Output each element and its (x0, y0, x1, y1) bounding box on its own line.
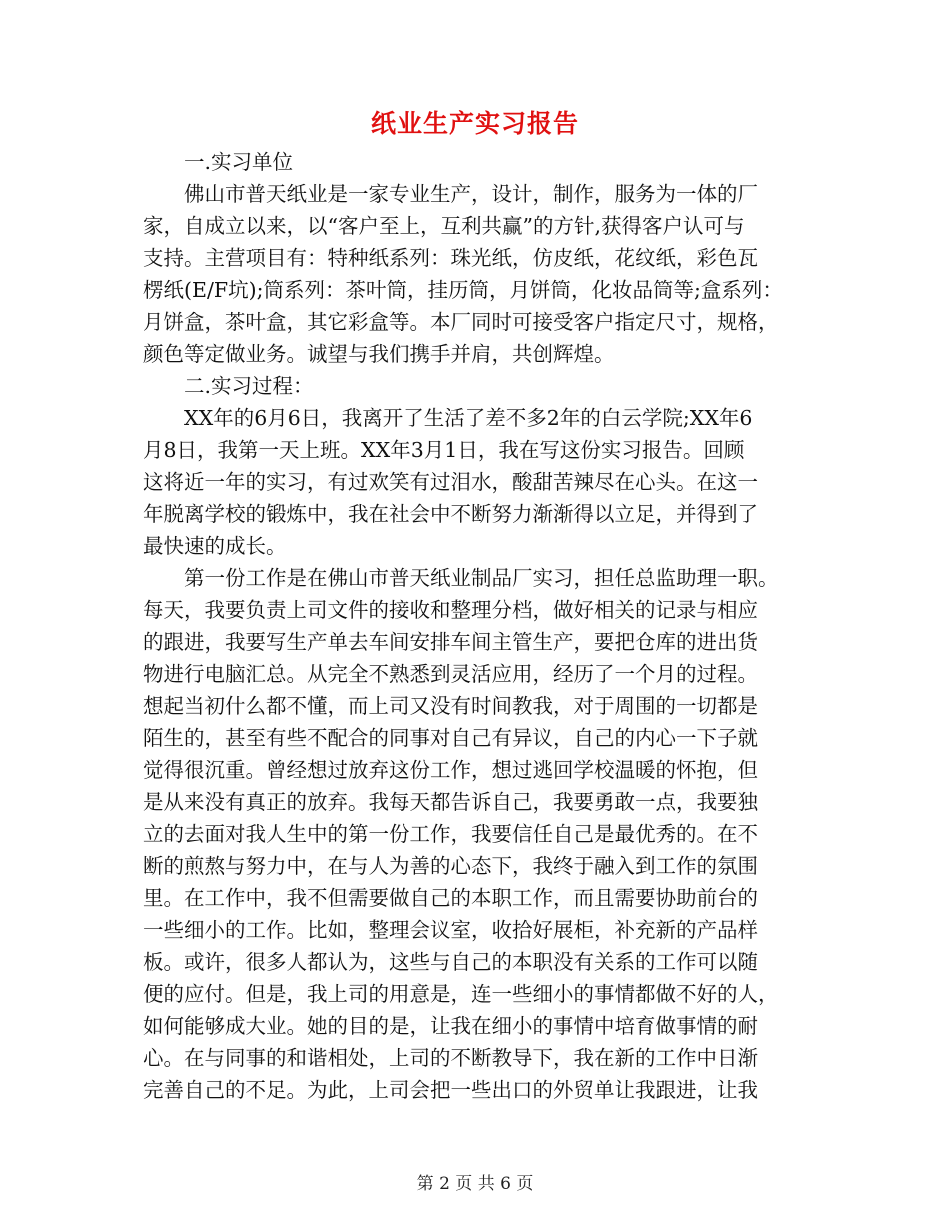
paragraph-line: 的跟进，我要写生产单去车间安排车间主管生产，要把仓库的进出货 (143, 630, 758, 654)
paragraph-line: 想起当初什么都不懂，而上司又没有时间教我，对于周围的一切都是 (143, 694, 758, 718)
paragraph-line: 颜色等定做业务。诚望与我们携手并肩，共创辉煌。 (143, 342, 615, 366)
paragraph-line: 年脱离学校的锻炼中，我在社会中不断努力渐渐得以立足，并得到了 (143, 502, 758, 526)
paragraph-line: 断的煎熬与努力中，在与人为善的心态下，我终于融入到工作的氛围 (143, 854, 758, 878)
paragraph-line: XX年的6月6日，我离开了生活了差不多2年的白云学院;XX年6 (184, 406, 753, 430)
document-title: 纸业生产实习报告 (370, 109, 579, 138)
paragraph-line: 物进行电脑汇总。从完全不熟悉到灵活应用，经历了一个月的过程。 (143, 662, 758, 686)
paragraph-line: 这将近一年的实习，有过欢笑有过泪水，酸甜苦辣尽在心头。在这一 (143, 470, 758, 494)
paragraph-line: 月饼盒，茶叶盒，其它彩盒等。本厂同时可接受客户指定尺寸，规格， (143, 310, 779, 334)
paragraph-line: 如何能够成大业。她的目的是，让我在细小的事情中培育做事情的耐 (143, 1014, 758, 1038)
paragraph-line: 支持。主营项目有：特种纸系列：珠光纸，仿皮纸，花纹纸，彩色瓦 (143, 246, 758, 270)
paragraph-line: 陌生的，甚至有些不配合的同事对自己有异议，自己的内心一下子就 (143, 726, 758, 750)
paragraph-line: 便的应付。但是，我上司的用意是，连一些细小的事情都做不好的人， (143, 982, 779, 1006)
paragraph-line: 里。在工作中，我不但需要做自己的本职工作，而且需要协助前台的 (143, 886, 758, 910)
page-footer: 第 2 页 共 6 页 (416, 1174, 534, 1194)
section-heading: 一.实习单位 (184, 150, 294, 174)
paragraph-line: 板。或许，很多人都认为，这些与自己的本职没有关系的工作可以随 (143, 950, 758, 974)
paragraph-line: 完善自己的不足。为此，上司会把一些出口的外贸单让我跟进，让我 (143, 1078, 758, 1102)
paragraph-line: 家，自成立以来，以“客户至上，互利共赢”的方针,获得客户认可与 (143, 214, 745, 238)
paragraph-line: 月8日，我第一天上班。XX年3月1日，我在写这份实习报告。回顾 (143, 438, 745, 462)
paragraph-line: 每天，我要负责上司文件的接收和整理分档，做好相关的记录与相应 (143, 598, 758, 622)
paragraph-line: 是从来没有真正的放弃。我每天都告诉自己，我要勇敢一点，我要独 (143, 790, 758, 814)
paragraph-line: 楞纸(E/F坑);筒系列：茶叶筒，挂历筒，月饼筒，化妆品筒等;盒系列： (143, 278, 783, 302)
paragraph-line: 立的去面对我人生中的第一份工作，我要信任自己是最优秀的。在不 (143, 822, 758, 846)
section-heading: 二.实习过程： (184, 374, 314, 398)
paragraph-line: 一些细小的工作。比如，整理会议室，收拾好展柜，补充新的产品样 (143, 918, 758, 942)
paragraph-line: 第一份工作是在佛山市普天纸业制品厂实习，担任总监助理一职。 (184, 566, 779, 590)
paragraph-line: 觉得很沉重。曾经想过放弃这份工作，想过逃回学校温暖的怀抱，但 (143, 758, 758, 782)
paragraph-line: 佛山市普天纸业是一家专业生产，设计，制作，服务为一体的厂 (184, 182, 758, 206)
document-body (143, 146, 807, 1106)
paragraph-line: 心。在与同事的和谐相处，上司的不断教导下，我在新的工作中日渐 (143, 1046, 758, 1070)
paragraph-line: 最快速的成长。 (143, 534, 287, 558)
